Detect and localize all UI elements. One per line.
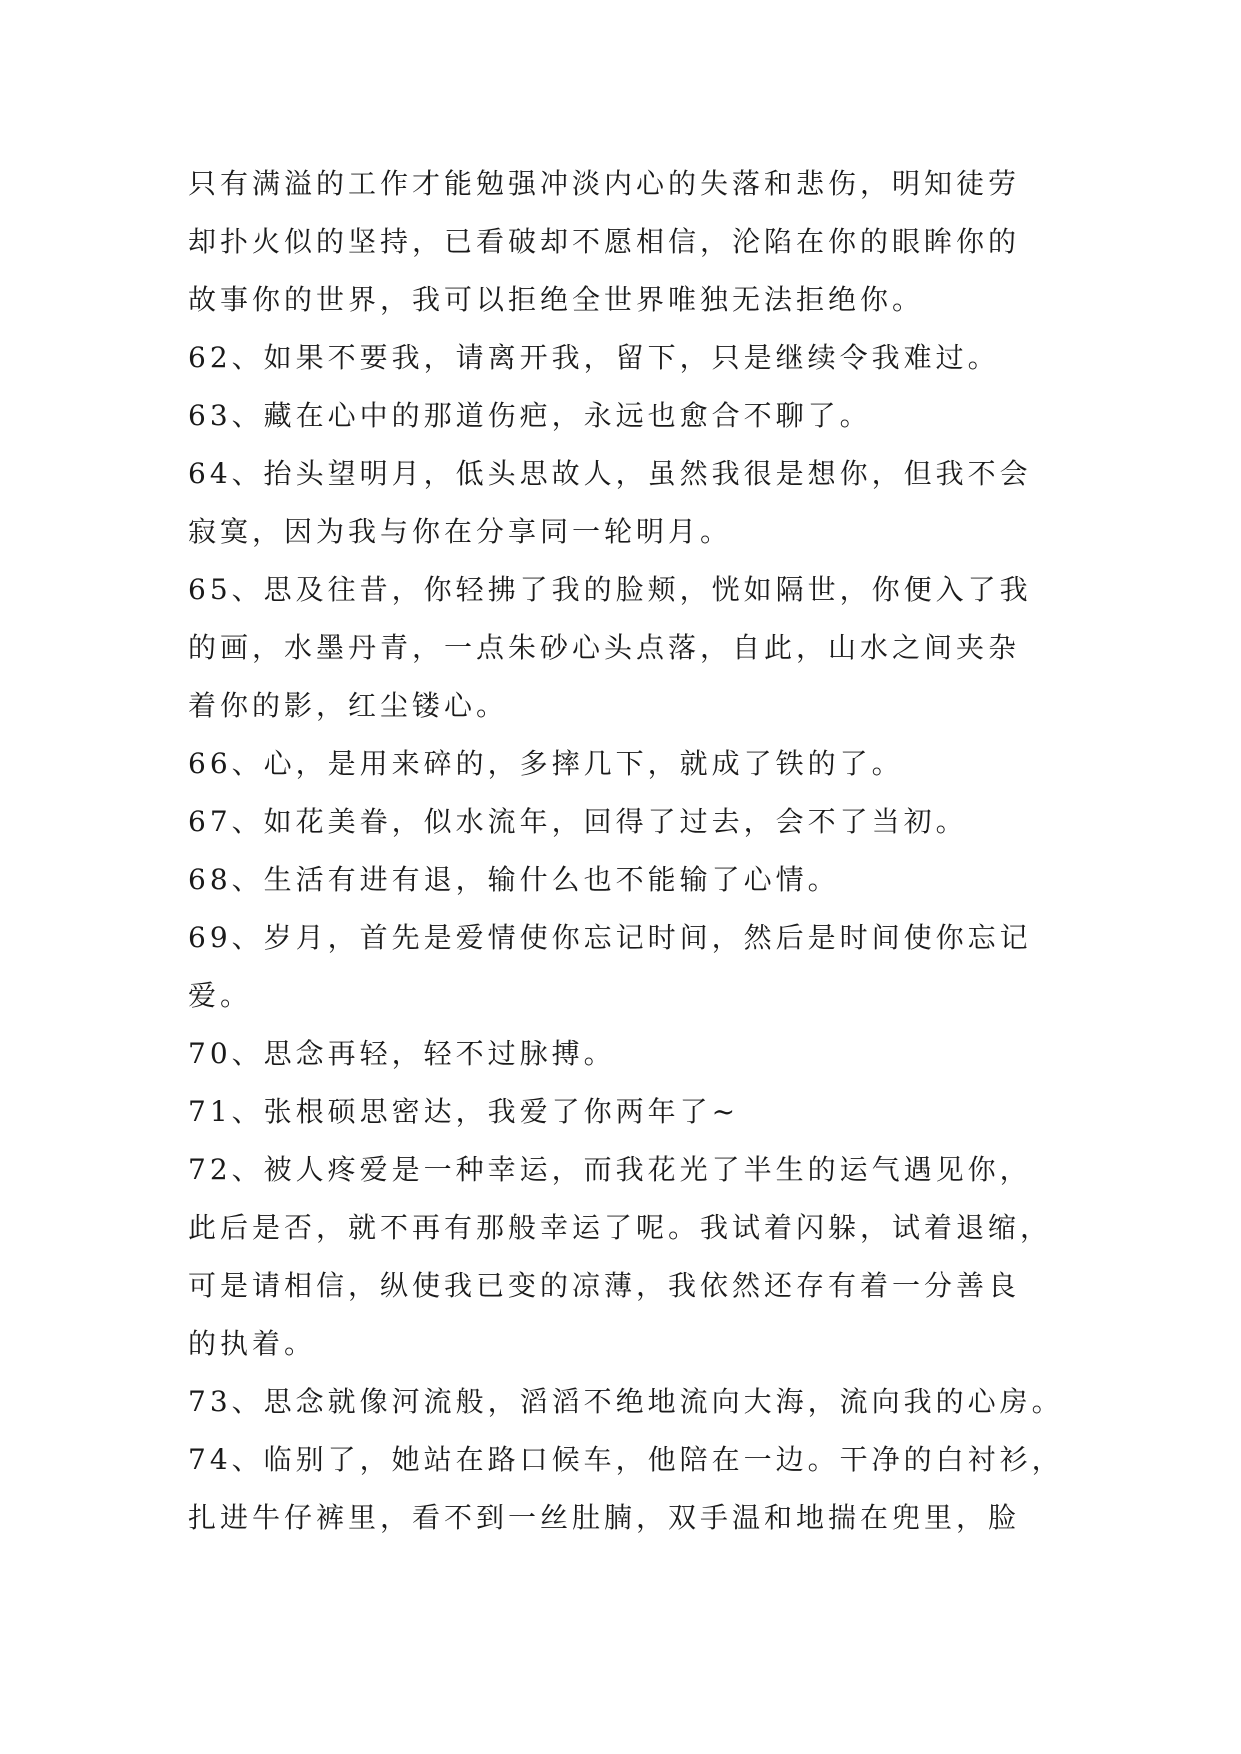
- text-line: 64、抬头望明月，低头思故人，虽然我很是想你，但我不会: [188, 457, 1032, 490]
- paragraph-64: [188, 445, 1068, 561]
- text-line: 66、心，是用来碎的，多摔几下，就成了铁的了。: [188, 747, 904, 780]
- paragraph-67: [188, 793, 1068, 851]
- text-line: 此后是否，就不再有那般幸运了呢。我试着闪躲，试着退缩，: [188, 1211, 1053, 1244]
- paragraph-73: [188, 1373, 1068, 1431]
- text-line: 65、思及往昔，你轻拂了我的脸颊，恍如隔世，你便入了我: [188, 573, 1032, 606]
- paragraph-63: [188, 387, 1068, 445]
- text-line: 71、张根硕思密达，我爱了你两年了~: [188, 1095, 740, 1128]
- paragraph-74: [188, 1431, 1068, 1547]
- paragraph-62: [188, 329, 1068, 387]
- text-line: 70、思念再轻，轻不过脉搏。: [188, 1037, 616, 1070]
- text-line: 却扑火似的坚持，已看破却不愿相信，沦陷在你的眼眸你的: [188, 225, 1021, 258]
- text-line: 爱。: [188, 979, 253, 1012]
- paragraph-68: [188, 851, 1068, 909]
- document-body: [188, 155, 1068, 1547]
- paragraph-65: [188, 561, 1068, 735]
- paragraph-70: [188, 1025, 1068, 1083]
- text-line: 扎进牛仔裤里，看不到一丝肚腩，双手温和地揣在兜里，脸: [188, 1501, 1021, 1534]
- paragraph-71: [188, 1083, 1068, 1141]
- text-line: 69、岁月，首先是爱情使你忘记时间，然后是时间使你忘记: [188, 921, 1032, 954]
- text-line: 的执着。: [188, 1327, 317, 1360]
- paragraph-72: [188, 1141, 1068, 1373]
- text-line: 的画，水墨丹青，一点朱砂心头点落，自此，山水之间夹杂: [188, 631, 1021, 664]
- text-line: 62、如果不要我，请离开我，留下，只是继续令我难过。: [188, 341, 1000, 374]
- text-line: 67、如花美眷，似水流年，回得了过去，会不了当初。: [188, 805, 968, 838]
- text-line: 68、生活有进有退，输什么也不能输了心情。: [188, 863, 840, 896]
- text-line: 故事你的世界，我可以拒绝全世界唯独无法拒绝你。: [188, 283, 925, 316]
- text-line: 72、被人疼爱是一种幸运，而我花光了半生的运气遇见你，: [188, 1153, 1032, 1186]
- text-line: 只有满溢的工作才能勉强冲淡内心的失落和悲伤，明知徒劳: [188, 167, 1021, 200]
- paragraph-66: [188, 735, 1068, 793]
- text-line: 可是请相信，纵使我已变的凉薄，我依然还存有着一分善良: [188, 1269, 1021, 1302]
- text-line: 寂寞，因为我与你在分享同一轮明月。: [188, 515, 733, 548]
- text-line: 着你的影，红尘镂心。: [188, 689, 509, 722]
- paragraph-69: [188, 909, 1068, 1025]
- paragraph-61-continued: [188, 155, 1068, 329]
- text-line: 74、临别了，她站在路口候车，他陪在一边。干净的白衬衫，: [188, 1443, 1064, 1476]
- text-line: 73、思念就像河流般，滔滔不绝地流向大海，流向我的心房。: [188, 1385, 1064, 1418]
- text-line: 63、藏在心中的那道伤疤，永远也愈合不聊了。: [188, 399, 872, 432]
